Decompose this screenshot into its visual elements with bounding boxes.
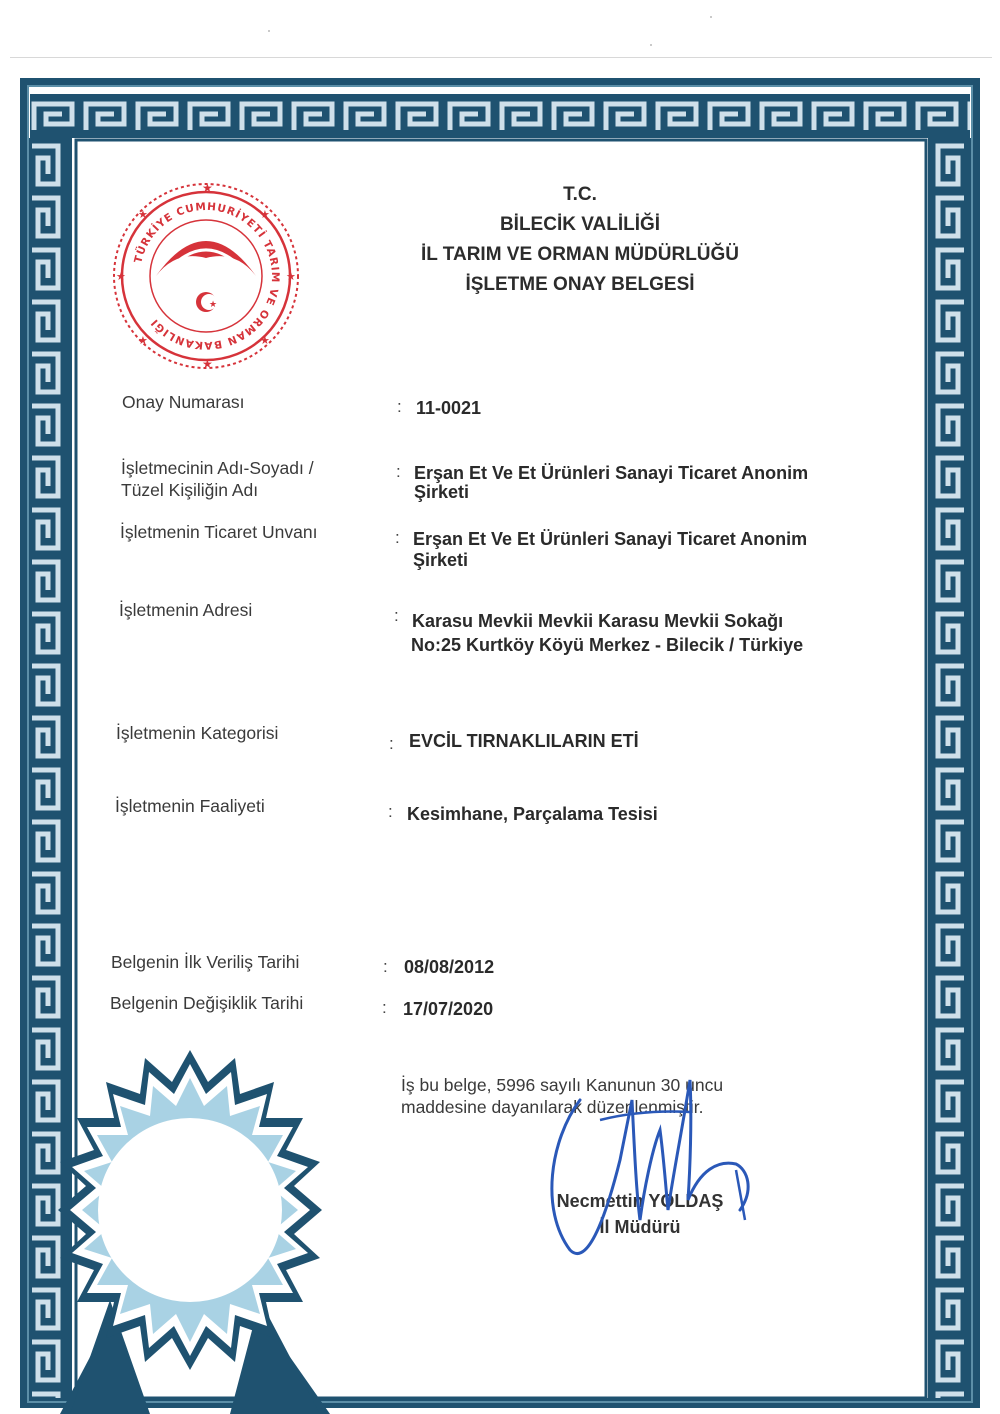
value-category: EVCİL TIRNAKLILARIN ETİ (409, 731, 639, 751)
svg-text:★: ★ (202, 181, 213, 195)
colon: : (395, 528, 400, 547)
label-operator-name: İşletmecinin Adı-Soyadı / (121, 458, 314, 478)
header-document-title: İŞLETME ONAY BELGESİ (465, 274, 695, 295)
value-operator-name-line2: Şirketi (414, 482, 470, 502)
colon: : (396, 462, 401, 481)
header-directorate: İL TARIM VE ORMAN MÜDÜRLÜĞÜ (420, 244, 740, 265)
svg-text:★: ★ (260, 335, 270, 347)
svg-text:★: ★ (202, 357, 213, 371)
label-modification-date: Belgenin Değişiklik Tarihi (110, 993, 304, 1013)
label-first-issue-date: Belgenin İlk Veriliş Tarihi (111, 952, 300, 972)
colon: : (383, 957, 388, 976)
value-first-issue-date: 08/08/2012 (404, 957, 495, 977)
document-header (360, 180, 800, 300)
colon: : (382, 998, 387, 1017)
header-country: T.C. (563, 184, 597, 205)
colon: : (397, 397, 402, 416)
colon: : (389, 734, 394, 753)
colon: : (388, 802, 393, 821)
signer-name: Necmettin YOLDAŞ (556, 1191, 724, 1211)
value-operator-name-line1: Erşan Et Ve Et Ürünleri Sanayi Ticaret Anonim (414, 463, 809, 483)
svg-text:★: ★ (116, 271, 126, 283)
value-address-line2: No:25 Kurtköy Köyü Merkez - Bilecik / Türkiye (411, 635, 804, 655)
svg-text:TÜRKİYE CUMHURİYETİ TARIM VE O: TÜRKİYE CUMHURİYETİ TARIM VE ORMAN BAKANLIĞI (132, 200, 282, 352)
label-legal-entity: Tüzel Kişiliğin Adı (121, 480, 259, 500)
svg-text:★: ★ (286, 271, 296, 283)
label-address: İşletmenin Adresi (119, 600, 253, 620)
ministry-seal (108, 178, 304, 374)
value-address-line1: Karasu Mevkii Mevkii Karasu Mevkii Sokağı (412, 611, 784, 631)
value-modification-date: 17/07/2020 (403, 999, 494, 1019)
label-category: İşletmenin Kategorisi (116, 723, 279, 743)
svg-text:★: ★ (138, 335, 148, 347)
colon: : (394, 606, 399, 625)
signer-title: İl Müdürü (599, 1217, 681, 1237)
value-trade-name-line2: Şirketi (413, 550, 469, 570)
rosette-badge (0, 1040, 420, 1414)
header-governorship: BİLECİK VALİLİĞİ (499, 214, 661, 235)
label-approval-number: Onay Numarası (122, 392, 245, 412)
crescent-star-icon: ★ (209, 299, 218, 309)
value-approval-number: 11-0021 (416, 398, 482, 418)
label-activity: İşletmenin Faaliyeti (115, 796, 265, 816)
handwritten-signature (540, 1060, 770, 1260)
note-line1: İş bu belge, 5996 sayılı Kanunun 30 uncu (401, 1075, 724, 1095)
label-trade-name: İşletmenin Ticaret Unvanı (120, 522, 318, 542)
note-line2: maddesine dayanılarak düzenlenmiştir. (401, 1097, 704, 1117)
svg-text:★: ★ (138, 209, 148, 221)
value-activity: Kesimhane, Parçalama Tesisi (407, 804, 658, 824)
svg-text:★: ★ (260, 209, 270, 221)
value-trade-name-line1: Erşan Et Ve Et Ürünleri Sanayi Ticaret Anonim (413, 529, 808, 549)
